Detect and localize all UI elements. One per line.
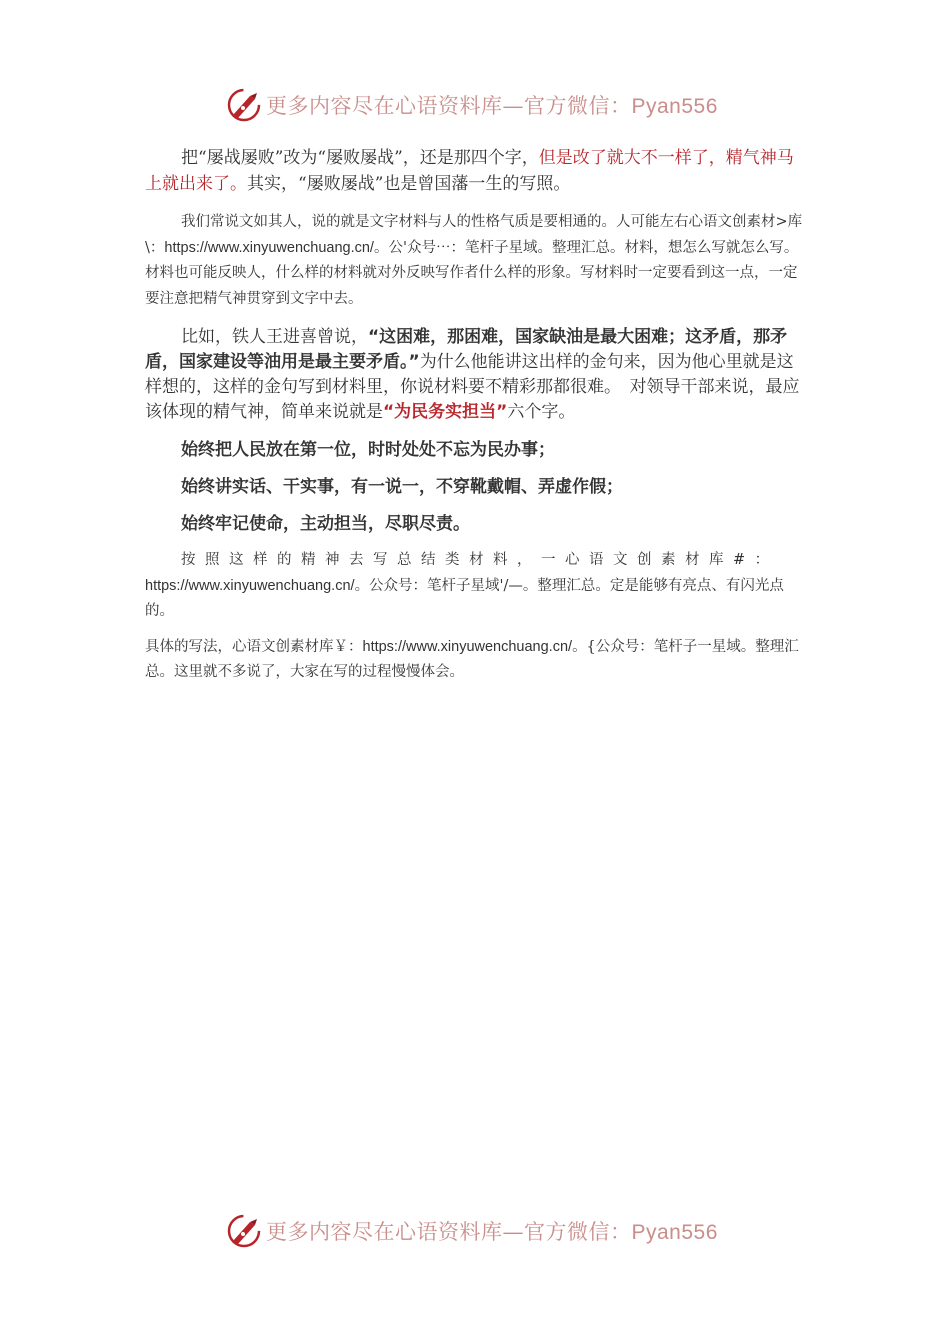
bold-line-3: 始终牢记使命，主动担当，尽职尽责。 <box>181 514 470 534</box>
pen-nib-logo-icon <box>226 87 262 123</box>
highlight-quote: “为民务实担当” <box>383 402 508 422</box>
footer-banner <box>0 1211 950 1251</box>
banner-text: 更多内容尽在心语资料库—官方微信：Pyan556 <box>266 1220 718 1244</box>
highlight-text: 但是改了就大不一样了，精气神马上就出来了。 <box>145 148 794 194</box>
banner-wechat-id: Pyan556 <box>631 95 718 118</box>
bold-line-1: 始终把人民放在第一位，时时处处不忘为民办事； <box>181 440 555 460</box>
banner-text: 更多内容尽在心语资料库—官方微信：Pyan556 <box>266 94 718 118</box>
document-body <box>145 145 807 686</box>
quote-bold: “这困难，那困难，国家缺油是最大困难；这矛盾，那矛盾，国家建设等油用是最主要矛盾。” <box>145 327 788 372</box>
paragraph-1: 把“屡战屡败”改为“屡败屡战”，还是那四个字，但是改了就大不一样了，精气神马上就出来了。其实，“屡败屡战”也是曾国藩一生的写照。 <box>145 148 794 194</box>
header-banner <box>0 85 950 125</box>
url-text: https://www.xinyuwenchuang.cn/ <box>145 577 355 594</box>
url-text: https://www.xinyuwenchuang.cn/ <box>164 239 374 256</box>
pen-nib-logo-icon <box>226 1213 262 1249</box>
paragraph-7: 按照这样的精神去写总结类材料，一心语文创素材库#：https://www.xinyuwenchuang.cn/。公众号：笔杆子星域'/—。整理汇总。定是能够有亮点、有闪光点的。 <box>145 552 784 619</box>
banner-wechat-id: Pyan556 <box>631 1221 718 1244</box>
paragraph-3: 比如，铁人王进喜曾说，“这困难，那困难，国家缺油是最大困难；这矛盾，那矛盾，国家建设等油用是最主要矛盾。”为什么他能讲这出样的金句来，因为他心里就是这样想的，这样的金句写到材料里，你说材料要不精彩那都很难。 对领导干部来说，最应该体现的精气神，简单来说就是“为民务实担当”六个字。 <box>145 327 800 422</box>
paragraph-2: 我们常说文如其人，说的就是文字材料与人的性格气质是要相通的。人可能左右心语文创素材>库\：https://www.xinyuwenchuang.cn/。公'众号⋯：笔杆子星域。整理汇总。材料，想怎么写就怎么写。材料也可能反映人，什么样的材料就对外反映写作者什么样的形象。写材料时一定要看到这一点，一定要注意把精气神贯穿到文字中去。 <box>145 214 803 307</box>
paragraph-8: 具体的写法，心语文创素材库￥：https://www.xinyuwenchuang.cn/。{公众号：笔杆子一星域。整理汇总。这里就不多说了，大家在写的过程慢慢体会。 <box>145 638 799 680</box>
url-text: https://www.xinyuwenchuang.cn/ <box>362 638 573 655</box>
bold-line-2: 始终讲实话、干实事，有一说一，不穿靴戴帽、弄虚作假； <box>181 477 623 497</box>
